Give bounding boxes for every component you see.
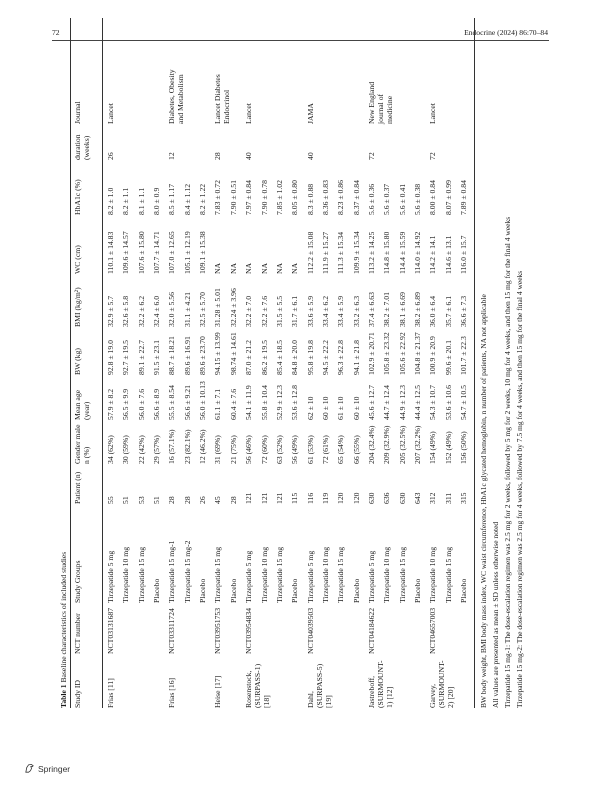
table-cell: 56.0 ± 10.13 [198, 381, 208, 420]
table-cell: 31.7 ± 6.1 [290, 295, 300, 327]
table-cell: 152 (49%) [443, 431, 453, 464]
table-caption [59, 552, 68, 708]
table-cell: 204 (32.4%) [366, 425, 376, 464]
table-cell: 56.6 ± 8.9 [152, 388, 162, 420]
table-cell: 116.0 ± 15.7 [459, 235, 469, 274]
table-cell: 87.0 ± 21.2 [244, 340, 254, 375]
table-cell: 29 (57%) [152, 435, 162, 464]
column-header: WC (cm) [73, 245, 82, 274]
table-cell: 53.6 ± 10.6 [443, 385, 453, 420]
table-cell: 8.05 ± 0.80 [290, 180, 300, 215]
table-cell: 60 ± 10 [320, 396, 330, 420]
table-cell: 630 [397, 492, 407, 504]
rotated-table-region [56, 18, 536, 708]
table-cell: 110.1 ± 14.83 [106, 231, 115, 274]
table-cell: 8.2 ± 1.22 [198, 183, 208, 215]
table-cell: 114.2 ± 14.1 [428, 235, 438, 274]
column-header: NCT number [73, 613, 82, 654]
table-cell: 66 (55%) [351, 435, 361, 464]
table-cell: NCT04657003 [428, 607, 438, 654]
table-cell: 114.6 ± 13.1 [443, 235, 453, 274]
table-cell: 156 (50%) [459, 431, 469, 464]
journal-cell: New England journal of medicine [366, 81, 394, 124]
table-cell: 7.89 ± 0.84 [459, 180, 469, 215]
table-cell: 28 [213, 152, 223, 160]
table-cell: 94.5 ± 22.2 [320, 340, 330, 375]
table-cell: 62 ± 10 [305, 396, 315, 420]
table-cell: 5.6 ± 0.37 [382, 183, 392, 215]
table-cell: 643 [413, 492, 422, 504]
table-cell: 45 [213, 496, 223, 504]
table-cell: 36.0 ± 6.4 [428, 295, 438, 327]
table-cell: Placebo [198, 578, 208, 603]
table-cell: Tirzepatide 10 mg [259, 546, 269, 603]
table-cell: 55.5 ± 8.54 [167, 385, 177, 420]
table-cell: 32.2 ± 6.2 [136, 295, 146, 327]
table-cell: 28 [228, 496, 238, 504]
table-cell: 8.3 ± 0.88 [305, 183, 315, 215]
table-cell: 54.7 ± 10.5 [459, 385, 469, 420]
table-cell: 109.6 ± 14.57 [121, 231, 131, 274]
table-cell: 8.37 ± 0.84 [351, 180, 361, 215]
column-header: Mean age (year) [73, 389, 91, 420]
table-cell: 32.6 ± 5.8 [121, 295, 131, 327]
table-caption-label: Table 1 [59, 684, 68, 708]
table-cell: 23 (82.1%) [182, 429, 192, 464]
table-cell: 89.1 ± 22.7 [136, 340, 146, 375]
table-cell: 92.7 ± 19.5 [121, 340, 131, 375]
table-cell: 7.85 ± 1.02 [274, 180, 284, 215]
table-cell: Tirzepatide 15 mg-2 [182, 540, 192, 603]
table-cell: 21 (75%) [228, 435, 238, 464]
table-cell: 111.9 ± 15.27 [320, 231, 330, 274]
table-cell: Tirzepatide 15 mg [443, 546, 453, 603]
springer-horse-icon [24, 763, 35, 774]
table-cell: 102.9 ± 20.71 [366, 332, 376, 375]
table-cell: NCT03954834 [244, 607, 254, 654]
table-cell: 105.8 ± 23.32 [382, 332, 392, 375]
table-cell: 100.9 ± 20.9 [428, 336, 438, 375]
table-cell: 63 (52%) [274, 435, 284, 464]
table-cell: 60 ± 10 [351, 396, 361, 420]
study-id-cell: Frias [11] [106, 678, 115, 708]
table-cell: 98.74 ± 14.61 [228, 332, 238, 375]
table-cell: 40 [244, 152, 254, 160]
table-cell: NCT03131687 [106, 607, 115, 654]
journal-cell: Lancet [106, 103, 115, 124]
table-cell: 7.90 ± 0.78 [259, 180, 269, 215]
journal-reference: Endocrine (2024) 86:70–84 [464, 28, 548, 37]
table-cell: 85.4 ± 18.5 [274, 340, 284, 375]
table-cell: 113.2 ± 14.25 [366, 231, 376, 274]
table-cell: 26 [198, 496, 208, 504]
table-cell: 101.7 ± 22.3 [459, 336, 469, 375]
table-cell: 96.3 ± 22.8 [336, 340, 346, 375]
table-cell: Tirzepatide 15 mg [397, 546, 407, 603]
table-cell: 26 [106, 152, 115, 160]
table-cell: 55.8 ± 10.4 [259, 385, 269, 420]
table-cell: 56 (46%) [244, 435, 254, 464]
page-number: 72 [52, 28, 60, 37]
table-cell: 54.1 ± 11.9 [244, 385, 254, 420]
table-cell: NA [274, 262, 284, 274]
table-cell: 32.4 ± 6.0 [152, 295, 162, 327]
table-cell: 37.4 ± 6.63 [366, 292, 376, 327]
table-cell: Tirzepatide 5 mg [366, 550, 376, 603]
table-cell: 72 [366, 152, 376, 160]
table-cell: 22 (42%) [136, 435, 146, 464]
table-cell: 99.6 ± 20.1 [443, 340, 453, 375]
table-cell: 72 (61%) [320, 435, 330, 464]
column-header: Journal [73, 101, 82, 124]
column-header: BMI (kg/m²) [73, 287, 82, 327]
table-cell: 312 [428, 492, 438, 504]
table-cell: 56.0 ± 7.6 [136, 388, 146, 420]
table-cell: NA [259, 262, 269, 274]
column-header: Study Groups [73, 560, 82, 603]
table-cell: 12 (46.2%) [198, 429, 208, 464]
table-cell: 32.24 ± 3.96 [228, 288, 238, 327]
table-cell: 8.1 ± 1.1 [136, 187, 146, 215]
journal-cell: Diabetes, Obesity and Metabolism [167, 69, 186, 124]
table-cell: 94.15 ± 13.99 [213, 332, 223, 375]
table-cell: Tirzepatide 15 mg-1 [167, 540, 177, 603]
table-cell: Tirzepatide 15 mg [336, 546, 346, 603]
table-cell: 91.5 ± 23.1 [152, 340, 162, 375]
table-cell: 114.8 ± 15.80 [382, 231, 392, 274]
table-cell: 38.1 ± 6.69 [397, 292, 407, 327]
table-cell: 5.6 ± 0.36 [366, 183, 376, 215]
journal-cell: Lancet [244, 103, 254, 124]
table-cell: 56 (49%) [290, 435, 300, 464]
table-cell: 44.4 ± 12.5 [413, 385, 422, 420]
table-footnote: Tirzepatide 15 mg-2: The dose-escalation regimen was 2.5 mg for 4 weeks, followed by 7.5 mg for 4 weeks, and then 15 mg for the final 4 weeks [515, 270, 524, 708]
column-header: duration (weeks) [73, 134, 91, 160]
table-cell: Placebo [413, 578, 422, 603]
table-cell: 94.1 ± 21.8 [351, 340, 361, 375]
table-cell: 34 (62%) [106, 435, 115, 464]
table-cell: 636 [382, 492, 392, 504]
table-cell: 54.3 ± 10.7 [428, 385, 438, 420]
table-cell: Tirzepatide 5 mg [305, 550, 315, 603]
table-cell: 109.9 ± 15.34 [351, 231, 361, 274]
table-cell: 57.9 ± 8.2 [106, 388, 115, 420]
table-cell: 32.0 ± 5.56 [167, 292, 177, 327]
table-cell: 7.83 ± 0.72 [213, 180, 223, 215]
table-cell: 119 [320, 492, 330, 504]
table-cell: 107.7 ± 14.71 [152, 231, 162, 274]
table-cell: 120 [336, 492, 346, 504]
table-cell: 35.7 ± 6.1 [443, 295, 453, 327]
table-cell: 16 (57.1%) [167, 429, 177, 464]
table-cell: 61 ± 10 [336, 396, 346, 420]
table-cell: 95.8 ± 19.8 [305, 340, 315, 375]
table-cell: 112.2 ± 15.08 [305, 231, 315, 274]
table-cell: 72 [428, 152, 438, 160]
table-header-rule [102, 18, 103, 708]
table-cell: 38.2 ± 7.01 [382, 292, 392, 327]
table-cell: 105.1 ± 12.19 [182, 231, 192, 274]
table-cell: 7.90 ± 0.51 [228, 180, 238, 215]
table-cell: 88.7 ± 18.21 [167, 336, 177, 375]
table-cell: 53.6 ± 12.8 [290, 385, 300, 420]
table-cell: 28 [167, 496, 177, 504]
column-header: Gender male n (%) [73, 424, 91, 464]
table-cell: NCT04184622 [366, 607, 376, 654]
table-cell: 8.00 ± 0.84 [428, 180, 438, 215]
column-header: HbA1c (%) [73, 179, 82, 215]
table-cell: 92.8 ± 19.0 [106, 340, 115, 375]
table-cell: 32.2 ± 7.0 [244, 295, 254, 327]
table-cell: NA [228, 262, 238, 274]
table-cell: Tirzepatide 10 mg [428, 546, 438, 603]
study-id-cell: Jastreboff, (SURMOUNT-1) [12] [366, 660, 394, 708]
table-cell: 89.6 ± 16.91 [182, 336, 192, 375]
table-cell: NA [290, 262, 300, 274]
table-cell: 56.5 ± 9.9 [121, 388, 131, 420]
table-cell: Tirzepatide 10 mg [320, 546, 330, 603]
table-cell: 121 [274, 492, 284, 504]
table-cell: 61 (53%) [305, 435, 315, 464]
table-cell: 104.8 ± 21.37 [413, 332, 422, 375]
table-cell: 7.97 ± 0.84 [244, 180, 254, 215]
table-cell: 121 [244, 492, 254, 504]
table-cell: Tirzepatide 5 mg [244, 550, 254, 603]
table-cell: 120 [351, 492, 361, 504]
table-cell: 55 [106, 496, 115, 504]
table-cell: 32.2 ± 7.6 [259, 295, 269, 327]
table-cell: 315 [459, 492, 469, 504]
table-cell: 114.4 ± 15.59 [397, 231, 407, 274]
table-cell: 36.6 ± 7.3 [459, 295, 469, 327]
table-cell: Tirzepatide 15 mg [213, 546, 223, 603]
table-cell: 31.5 ± 5.5 [274, 295, 284, 327]
table-cell: 5.6 ± 0.41 [397, 183, 407, 215]
table-cell: 44.7 ± 12.4 [382, 385, 392, 420]
table-cell: 8.4 ± 1.12 [182, 183, 192, 215]
table-cell: 207 (32.2%) [413, 425, 422, 464]
table-cell: 56.6 ± 9.21 [182, 385, 192, 420]
table-cell: 65 (54%) [336, 435, 346, 464]
table-cell: Placebo [459, 578, 469, 603]
table-cell: 5.6 ± 0.38 [413, 183, 422, 215]
table-footnote: All values are presented as mean ± SD unless otherwise noted [491, 521, 500, 708]
column-header: Study ID [73, 680, 82, 708]
table-cell: 109.1 ± 15.38 [198, 231, 208, 274]
table-cell: 115 [290, 492, 300, 504]
table-cell: NA [244, 262, 254, 274]
table-cell: 121 [259, 492, 269, 504]
table-cell: 84.8 ± 20.0 [290, 340, 300, 375]
table-cell: 86.2 ± 19.5 [259, 340, 269, 375]
table-cell: 40 [305, 152, 315, 160]
table-cell: Placebo [351, 578, 361, 603]
publisher-name: Springer [38, 763, 71, 774]
table-cell: 31 (69%) [213, 435, 223, 464]
table-cell: 114.0 ± 14.92 [413, 231, 422, 274]
study-id-cell: Dahl, (SURPASS-5) [19] [305, 663, 333, 708]
table-cell: 8.5 ± 1.17 [167, 183, 177, 215]
table-cell: 38.2 ± 6.89 [413, 292, 422, 327]
table-cell: 209 (32.9%) [382, 425, 392, 464]
table-cell: 630 [366, 492, 376, 504]
table-cell: 30 (59%) [121, 435, 131, 464]
table-cell: 105.6 ± 22.92 [397, 332, 407, 375]
publisher-logo [24, 763, 70, 774]
study-id-cell: Garvey, (SURMOUNT-2) [20] [428, 660, 456, 708]
table-cell: 107.6 ± 15.80 [136, 231, 146, 274]
column-header: BW (kg) [73, 348, 82, 375]
journal-cell: JAMA [305, 103, 315, 124]
table-cell: 8.36 ± 0.83 [320, 180, 330, 215]
table-cell: 33.6 ± 5.9 [305, 295, 315, 327]
table-cell: 8.2 ± 1.0 [106, 187, 115, 215]
table-cell: 51 [152, 496, 162, 504]
table-cell: 31.1 ± 4.21 [182, 292, 192, 327]
journal-cell: Lancet [428, 103, 438, 124]
table-caption-text: Baseline characteristics of included studies [59, 551, 68, 683]
table-cell: Placebo [228, 578, 238, 603]
column-header: Patient (n) [73, 471, 82, 504]
table-cell: 33.4 ± 6.2 [320, 295, 330, 327]
table-cell: Placebo [152, 578, 162, 603]
table-cell: 154 (49%) [428, 431, 438, 464]
table-cell: NCT03311724 [167, 608, 177, 654]
study-id-cell: Heise [17] [213, 675, 223, 708]
table-footnote: Tirzepatide 15 mg-1: The dose-escalation regimen was 2.5 mg for 2 weeks, followed by 5 mg for 2 weeks, 10 mg for 4 weeks, and then 15 mg for the final 4 weeks [503, 216, 512, 708]
table-top-rule [70, 18, 71, 708]
table-cell: 111.3 ± 15.34 [336, 231, 346, 274]
table-cell: 53 [136, 496, 146, 504]
table-cell: Tirzepatide 10 mg [382, 546, 392, 603]
table-cell: 60.4 ± 7.6 [228, 388, 238, 420]
table-cell: 8.07 ± 0.99 [443, 180, 453, 215]
table-cell: 52.9 ± 12.3 [274, 385, 284, 420]
table-cell: 32.5 ± 5.70 [198, 292, 208, 327]
table-cell: Tirzepatide 10 mg [121, 546, 131, 603]
table-bottom-rule [474, 18, 475, 708]
study-id-cell: Frias [16] [167, 677, 177, 708]
table-cell: 8.23 ± 0.86 [336, 180, 346, 215]
table-cell: 205 (32.5%) [397, 425, 407, 464]
table-cell: 33.2 ± 6.3 [351, 295, 361, 327]
table-cell: Tirzepatide 5 mg [106, 550, 115, 603]
table-cell: 107.0 ± 12.65 [167, 231, 177, 274]
table-cell: NCT04039503 [305, 607, 315, 654]
table-cell: 72 (60%) [259, 435, 269, 464]
table-cell: 45.6 ± 12.7 [366, 385, 376, 420]
study-id-cell: Rosenstock, (SURPASS-1) [18] [244, 663, 272, 708]
table-cell: 89.6 ± 23.70 [198, 336, 208, 375]
table-cell: 12 [167, 152, 177, 160]
table-cell: Placebo [290, 578, 300, 603]
table-cell: 44.9 ± 12.3 [397, 385, 407, 420]
table-cell: 33.4 ± 5.9 [336, 295, 346, 327]
table-cell: 311 [443, 492, 453, 504]
table-cell: NCT03951753 [213, 607, 223, 654]
table-cell: 116 [305, 492, 315, 504]
table-cell: 28 [182, 496, 192, 504]
table-cell: Tirzepatide 15 mg [274, 546, 284, 603]
table-cell: 8.0 ± 0.9 [152, 187, 162, 215]
table-cell: 31.28 ± 5.01 [213, 288, 223, 327]
table-cell: Tirzepatide 15 mg [136, 546, 146, 603]
table-cell: 32.9 ± 5.7 [106, 295, 115, 327]
table-cell: 8.2 ± 1.1 [121, 187, 131, 215]
table-cell: 61.1 ± 7.1 [213, 388, 223, 420]
table-cell: 51 [121, 496, 131, 504]
table-footnote: BW body weight, BMI body mass index, WC waist circumference, HbA1c glycated hemoglobin, n number of patients, NA not applicable [479, 294, 488, 708]
journal-cell: Lancet Diabetes Endocrinol [213, 74, 232, 124]
table-cell: NA [213, 262, 223, 274]
